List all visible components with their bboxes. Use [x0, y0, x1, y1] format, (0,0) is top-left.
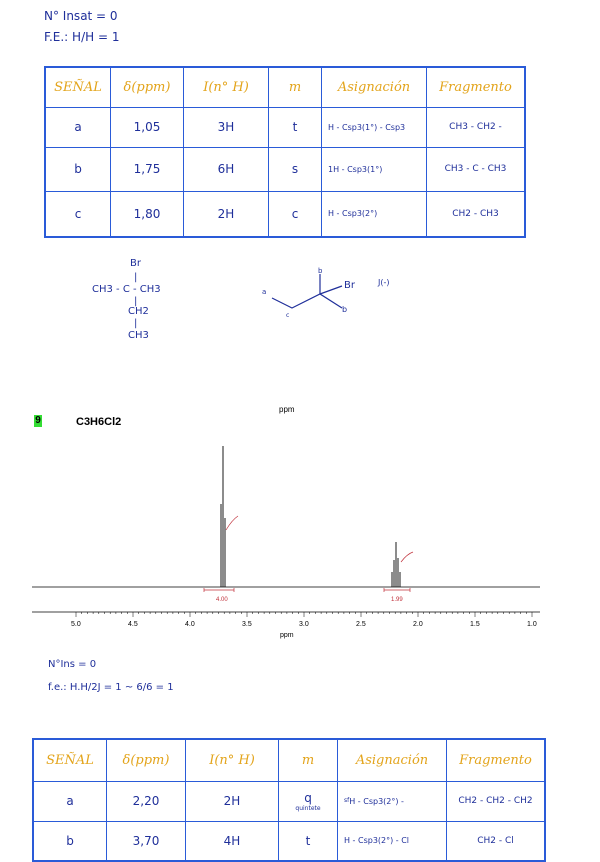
header-shift: δ(ppm) [111, 67, 184, 107]
tick-label: 2.5 [356, 621, 366, 628]
bond-line: | [134, 318, 138, 329]
cell-assignment: 1H - Csp3(1°) [322, 147, 427, 191]
nmr-table-2 [32, 738, 546, 862]
sup-mark: sf [344, 796, 350, 804]
cell-integral: 3H [184, 107, 269, 147]
cell-signal: b [33, 821, 107, 861]
cell-fragment: CH2 - CH2 - CH2 [447, 781, 546, 821]
cell-multiplicity: c [269, 191, 322, 237]
header-fragment: Fragmento [447, 739, 546, 781]
cell-integral: 4H [186, 821, 279, 861]
cell-shift: 1,80 [111, 191, 184, 237]
cell-shift: 1,05 [111, 107, 184, 147]
header-fragment: Fragmento [427, 67, 526, 107]
integral-label-2: 1.99 [391, 597, 403, 603]
molecular-formula: C3H6Cl2 [76, 416, 122, 428]
cell-signal: c [45, 191, 111, 237]
cell-assignment [338, 781, 447, 821]
table-row [45, 147, 525, 191]
tick-label: 5.0 [71, 621, 81, 628]
tick-label: 3.0 [299, 621, 309, 628]
cell-signal: a [33, 781, 107, 821]
integration-2 [384, 588, 410, 592]
header-integral: I(n° H) [186, 739, 279, 781]
cell-integral: 2H [184, 191, 269, 237]
cell-assignment: H - Csp3(2°) - Cl [338, 821, 447, 861]
structure-ch3: CH3 [128, 330, 149, 341]
header-multiplicity: m [279, 739, 338, 781]
tick-label: 1.5 [470, 621, 480, 628]
cell-multiplicity: t [269, 107, 322, 147]
chirality-note: J(-) [378, 278, 390, 287]
header-shift: δ(ppm) [107, 739, 186, 781]
structure-ch2: CH2 [128, 306, 149, 317]
cell-multiplicity: t [279, 821, 338, 861]
label-b-bottom: b [342, 305, 348, 314]
tick-label: 4.0 [185, 621, 195, 628]
peak-quintet [392, 542, 413, 587]
table-row [45, 107, 525, 147]
structure-main-chain: CH3 - C - CH3 [92, 284, 161, 295]
cell-assignment: H - Csp3(1°) - Csp3 [322, 107, 427, 147]
ppm-label-top: ppm [279, 405, 295, 414]
label-c: c [286, 312, 290, 319]
header-signal: SEÑAL [33, 739, 107, 781]
table-row [45, 191, 525, 237]
structure-br: Br [130, 258, 141, 269]
cell-assignment: H - Csp3(2°) [322, 191, 427, 237]
cell-shift: 3,70 [107, 821, 186, 861]
fe-note: F.E.: H/H = 1 [44, 30, 120, 44]
multiplicity-value: q [304, 790, 312, 805]
integral-label-1: 4.00 [216, 597, 228, 603]
table-row [33, 821, 545, 861]
table-row [33, 781, 545, 821]
ppm-label-bottom: ppm [280, 632, 294, 639]
cell-multiplicity [279, 781, 338, 821]
cell-fragment: CH2 - CH3 [427, 191, 526, 237]
header-assignment: Asignación [322, 67, 427, 107]
bond-line: | [134, 296, 138, 307]
fe-note-2: f.e.: H.H/2J = 1 ~ 6/6 = 1 [48, 682, 174, 693]
label-a: a [262, 288, 267, 296]
assignment-text: H - Csp3(2°) - [349, 796, 404, 806]
cell-integral: 6H [184, 147, 269, 191]
header-integral: I(n° H) [184, 67, 269, 107]
x-axis-ticks [71, 612, 537, 628]
header-multiplicity: m [269, 67, 322, 107]
tick-label: 4.5 [128, 621, 138, 628]
header-assignment: Asignación [338, 739, 447, 781]
unsaturation-note: N° Insat = 0 [44, 9, 118, 23]
cell-signal: a [45, 107, 111, 147]
header-signal: SEÑAL [45, 67, 111, 107]
nmr-spectrum [28, 400, 558, 640]
cell-integral: 2H [186, 781, 279, 821]
peak-triplet [221, 446, 238, 587]
cell-fragment: CH3 - CH2 - [427, 107, 526, 147]
label-br: Br [344, 280, 355, 291]
cell-fragment: CH2 - Cl [447, 821, 546, 861]
cell-signal: b [45, 147, 111, 191]
unsaturation-note-2: N°Ins = 0 [48, 659, 97, 670]
label-b-top: b [318, 267, 323, 275]
cell-shift: 2,20 [107, 781, 186, 821]
multiplicity-note: quintete [295, 804, 321, 812]
cell-fragment: CH3 - C - CH3 [427, 147, 526, 191]
integration-1 [204, 588, 234, 592]
bond-line: | [134, 272, 138, 283]
cell-multiplicity: s [269, 147, 322, 191]
tick-label: 1.0 [527, 621, 537, 628]
nmr-table-1 [44, 66, 526, 238]
skeletal-structure [250, 262, 420, 326]
tick-label: 2.0 [413, 621, 423, 628]
tick-label: 3.5 [242, 621, 252, 628]
cell-shift: 1,75 [111, 147, 184, 191]
spectrum-number: 9 [35, 415, 41, 426]
